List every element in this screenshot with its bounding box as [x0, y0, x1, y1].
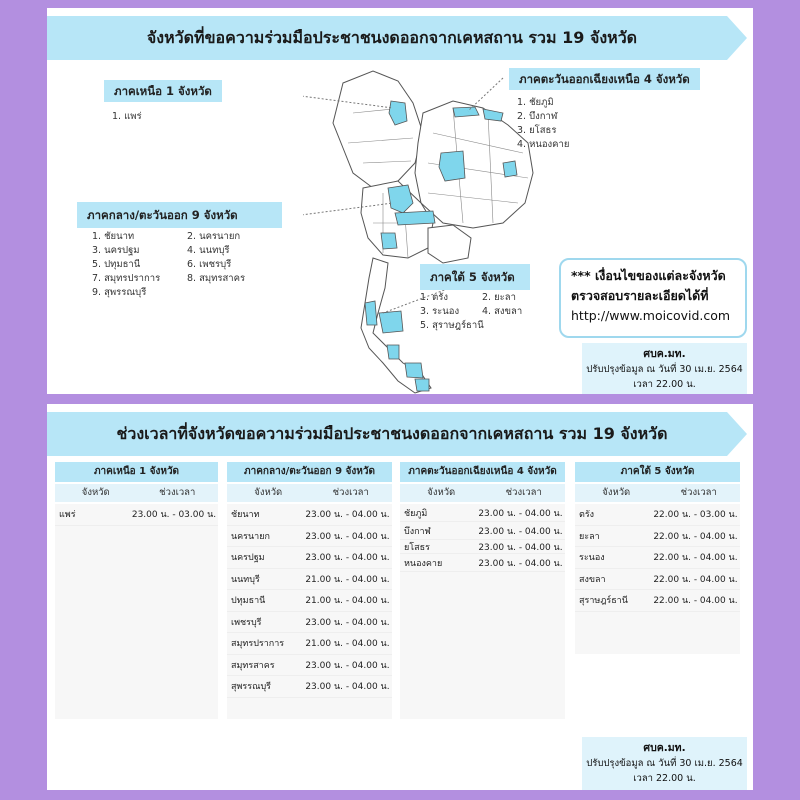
row-time: 23.00 น. - 04.00 น.	[305, 510, 390, 521]
row-time: 23.00 น. - 04.00 น.	[305, 660, 390, 671]
update-date: ปรับปรุงข้อมูล ณ วันที่ 30 เม.ย. 2564	[586, 364, 743, 375]
center-title: ศบค.มท.	[643, 742, 686, 754]
table-row	[575, 504, 740, 526]
row-time: 22.00 น. - 04.00 น.	[653, 531, 738, 542]
map-highlight-yala	[415, 379, 429, 391]
table-row	[400, 554, 565, 572]
row-time: 21.00 น. - 04.00 น.	[305, 596, 390, 607]
province-item: 1. แพร่	[112, 111, 142, 122]
province-item: 5. สุราษฎร์ธานี	[420, 320, 484, 331]
schedule-table-south	[575, 462, 740, 654]
row-province: นนทบุรี	[231, 574, 260, 585]
table-row	[55, 504, 218, 526]
row-time: 22.00 น. - 04.00 น.	[653, 596, 738, 607]
map-highlight-songkhla	[405, 363, 423, 378]
row-province: ปทุมธานี	[231, 596, 266, 607]
map-highlight-ranong	[365, 301, 377, 325]
table-row	[227, 612, 392, 634]
row-province: ยโสธร	[404, 542, 430, 553]
region-label-north: ภาคเหนือ 1 จังหวัด	[104, 80, 222, 102]
schedule-region-header: ภาคกลาง/ตะวันออก 9 จังหวัด	[227, 462, 392, 482]
table-row	[227, 655, 392, 677]
thailand-map	[303, 63, 553, 394]
conditions-note	[559, 258, 747, 338]
map-north-region	[333, 71, 423, 188]
col-province-header: จังหวัด	[81, 487, 110, 498]
table-row	[400, 504, 565, 522]
province-item: 4. สงขลา	[482, 306, 523, 317]
moicovid-link[interactable]: http://www.moicovid.com	[571, 308, 731, 323]
table-row	[227, 590, 392, 612]
map-panel	[47, 8, 753, 394]
table-row	[227, 526, 392, 548]
province-item: 4. หนองคาย	[517, 139, 570, 150]
table-row	[227, 504, 392, 526]
schedule-table-central-east	[227, 462, 392, 719]
col-time-header: ช่วงเวลา	[505, 487, 542, 498]
map-highlight-chaiyaphum	[439, 151, 465, 181]
col-province-header: จังหวัด	[602, 487, 631, 498]
map-title: จังหวัดที่ขอความร่วมมือประชาชนงดออกจากเคหสถาน รวม 19 จังหวัด	[146, 27, 638, 47]
province-item: 1. ชัยนาท	[92, 231, 135, 242]
row-time: 23.00 น. - 03.00 น.	[131, 510, 217, 521]
table-row	[575, 526, 740, 548]
schedule-region-header: ภาคตะวันออกเฉียงเหนือ 4 จังหวัด	[400, 462, 565, 482]
province-item: 2. นครนายก	[187, 231, 241, 242]
row-time: 23.00 น. - 04.00 น.	[478, 542, 563, 553]
table-row	[227, 676, 392, 698]
map-highlight-phetchaburi	[381, 233, 397, 249]
row-time: 23.00 น. - 04.00 น.	[478, 508, 563, 519]
schedule-table-northeast	[400, 462, 565, 719]
province-list-south	[420, 291, 542, 333]
table-row	[400, 540, 565, 554]
row-province: สุพรรณบุรี	[231, 682, 271, 693]
row-time: 21.00 น. - 04.00 น.	[305, 574, 390, 585]
col-province-header: จังหวัด	[427, 487, 456, 498]
row-time: 23.00 น. - 04.00 น.	[478, 558, 563, 569]
region-label-northeast: ภาคตะวันออกเฉียงเหนือ 4 จังหวัด	[509, 68, 700, 90]
schedule-column-headers	[400, 484, 565, 502]
province-item: 1. ตรัง	[420, 292, 448, 303]
province-list-central-east	[92, 230, 277, 300]
map-highlight-nongkhai	[453, 107, 479, 117]
schedule-title: ช่วงเวลาที่จังหวัดขอความร่วมมือประชาชนงดออกจากเคหสถาน รวม 19 จังหวัด	[116, 423, 668, 443]
province-item: 6. เพชรบุรี	[187, 259, 232, 270]
province-list-northeast	[517, 96, 569, 152]
row-time: 23.00 น. - 04.00 น.	[478, 526, 563, 537]
province-item: 2. บึงกาฬ	[517, 111, 558, 122]
province-item: 5. ปทุมธานี	[92, 259, 141, 270]
schedule-title-banner	[47, 412, 747, 456]
province-item: 3. นครปฐม	[92, 245, 140, 256]
row-province: เพชรบุรี	[231, 617, 262, 628]
row-time: 21.00 น. - 04.00 น.	[305, 639, 390, 650]
map-highlight-buengkan	[483, 109, 503, 121]
row-province: นครปฐม	[231, 553, 265, 564]
schedule-table-north	[55, 462, 218, 719]
region-label-central-east: ภาคกลาง/ตะวันออก 9 จังหวัด	[77, 202, 282, 228]
schedule-body	[227, 504, 392, 719]
row-province: ตรัง	[579, 510, 595, 521]
map-highlight-trang	[387, 345, 399, 359]
row-province: นครนายก	[231, 531, 270, 542]
row-time: 23.00 น. - 04.00 น.	[305, 531, 390, 542]
region-label-south: ภาคใต้ 5 จังหวัด	[420, 264, 530, 290]
map-title-banner	[47, 16, 747, 60]
row-province: ระนอง	[579, 553, 605, 564]
schedule-column-headers	[227, 484, 392, 502]
table-row	[227, 633, 392, 655]
schedule-body	[575, 504, 740, 654]
schedule-panel	[47, 404, 753, 790]
row-province: ชัยภูมิ	[404, 508, 428, 519]
province-list-north	[112, 110, 142, 124]
row-province: บึงกาฬ	[404, 526, 431, 537]
province-item: 2. ยะลา	[482, 292, 516, 303]
province-item: 8. สมุทรสาคร	[187, 273, 246, 284]
row-time: 22.00 น. - 04.00 น.	[653, 553, 738, 564]
col-time-header: ช่วงเวลา	[159, 487, 196, 498]
map-leader-northeast	[468, 78, 503, 111]
row-time: 22.00 น. - 04.00 น.	[653, 574, 738, 585]
row-province: สมุทรสาคร	[231, 660, 275, 671]
province-item: 3. ระนอง	[420, 306, 460, 317]
map-highlight-bangkok-ring	[395, 211, 435, 225]
province-item: 1. ชัยภูมิ	[517, 97, 554, 108]
update-date: ปรับปรุงข้อมูล ณ วันที่ 30 เม.ย. 2564	[586, 758, 743, 769]
col-time-header: ช่วงเวลา	[332, 487, 369, 498]
note-line-2: ตรวจสอบรายละเอียดได้ที่	[571, 288, 709, 303]
schedule-region-header: ภาคเหนือ 1 จังหวัด	[55, 462, 218, 482]
table-row	[400, 522, 565, 540]
col-province-header: จังหวัด	[254, 487, 283, 498]
table-row	[227, 569, 392, 591]
update-info-box	[582, 343, 747, 394]
province-item: 4. นนทบุรี	[187, 245, 230, 256]
update-time: เวลา 22.00 น.	[633, 773, 696, 784]
schedule-column-headers	[575, 484, 740, 502]
province-item: 7. สมุทรปราการ	[92, 273, 161, 284]
row-time: 23.00 น. - 04.00 น.	[305, 682, 390, 693]
row-province: สมุทรปราการ	[231, 639, 285, 650]
row-province: สงขลา	[579, 574, 606, 585]
update-time: เวลา 22.00 น.	[633, 379, 696, 390]
center-title: ศบค.มท.	[643, 348, 686, 360]
schedule-column-headers	[55, 484, 218, 502]
row-time: 22.00 น. - 03.00 น.	[653, 510, 738, 521]
schedule-body	[55, 504, 218, 719]
col-time-header: ช่วงเวลา	[680, 487, 717, 498]
row-province: สุราษฎร์ธานี	[579, 596, 628, 607]
row-time: 23.00 น. - 04.00 น.	[305, 617, 390, 628]
note-line-1: *** เงื่อนไขของแต่ละจังหวัด	[571, 268, 726, 283]
row-province: ชัยนาท	[231, 510, 260, 521]
province-item: 3. ยโสธร	[517, 125, 557, 136]
row-time: 23.00 น. - 04.00 น.	[305, 553, 390, 564]
table-row	[575, 569, 740, 591]
province-item: 9. สุพรรณบุรี	[92, 287, 147, 298]
schedule-body	[400, 504, 565, 719]
row-province: ยะลา	[579, 531, 600, 542]
table-row	[575, 590, 740, 612]
row-province: หนองคาย	[404, 558, 443, 569]
map-highlight-yasothon	[503, 161, 517, 177]
update-info-box	[582, 737, 747, 790]
map-east-region	[428, 225, 471, 263]
schedule-region-header: ภาคใต้ 5 จังหวัด	[575, 462, 740, 482]
table-row	[575, 547, 740, 569]
table-row	[227, 547, 392, 569]
row-province: แพร่	[59, 510, 76, 521]
map-highlight-surat	[379, 311, 403, 333]
